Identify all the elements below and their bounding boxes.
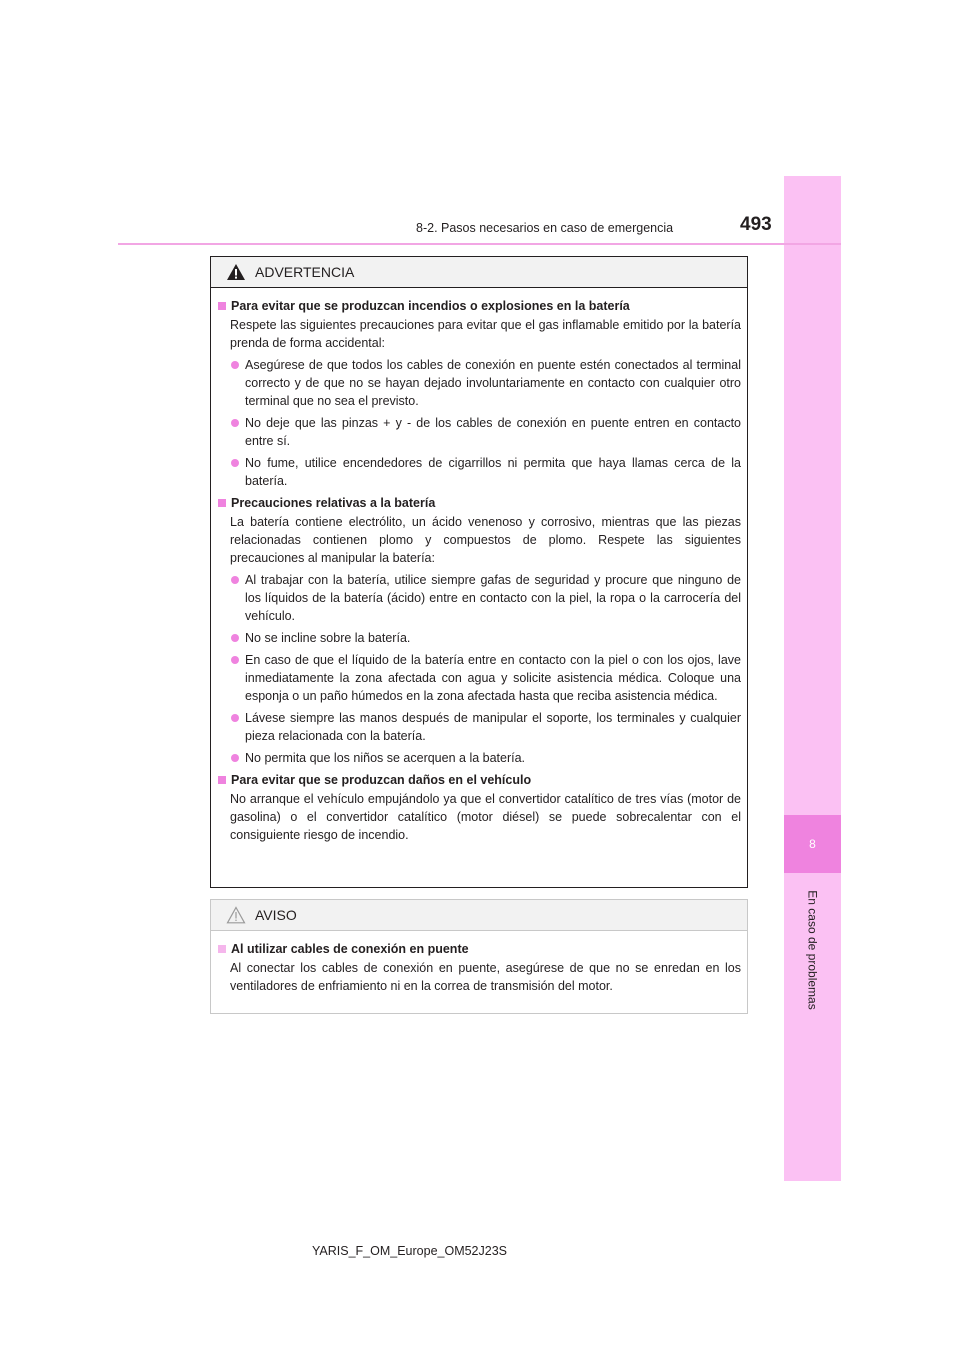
warning-topic-text: No arranque el vehículo empujándolo ya que el convertidor catalítico de tres vías (motor de gasolina) o el convertidor catalítico (motor diésel) se puede sobrecalentar con el consiguiente riesgo de incendio. [230,792,741,842]
square-bullet-icon [218,499,226,507]
document-code: YARIS_F_OM_Europe_OM52J23S [312,1244,508,1258]
list-item: Asegúrese de que todos los cables de conexión en puente estén conectados al terminal correcto y de que no se hayan dejado involuntariamente en contacto con cualquier otro terminal que no sea el previsto. [217,356,741,410]
notice-topic-text: Al conectar los cables de conexión en puente, asegúrese de que no se enredan en los ventiladores de enfriamiento ni en la correa de transmisión del motor. [230,961,741,993]
dot-bullet-icon [231,634,239,642]
square-bullet-icon [218,302,226,310]
list-item: No permita que los niños se acerquen a la batería. [217,749,741,767]
chapter-number: 8 [809,837,816,851]
chapter-number-box [784,815,841,873]
notice-panel-body [211,931,747,995]
warning-topic-heading: Para evitar que se produzcan incendios o explosiones en la batería [217,297,741,315]
notice-panel [210,899,748,1014]
warning-topic-heading: Para evitar que se produzcan daños en el vehículo [217,771,741,789]
square-bullet-icon [218,945,226,953]
side-chapter-tab [784,176,841,1181]
list-item: Al trabajar con la batería, utilice siempre gafas de seguridad y procure que ninguno de los líquidos de la batería (ácido) entre en contacto con la piel, la ropa o la carrocería del vehículo. [217,571,741,625]
caution-triangle-outline-icon [226,906,246,924]
section-title: 8-2. Pasos necesarios en caso de emergencia [416,221,674,235]
chapter-title: En caso de problemas [805,890,820,1010]
warning-title: ADVERTENCIA [255,264,355,280]
dot-bullet-icon [231,419,239,427]
dot-bullet-icon [231,754,239,762]
header-divider [118,243,841,245]
dot-bullet-icon [231,576,239,584]
list-item: No fume, utilice encendedores de cigarrillos ni permita que haya llamas cerca de la batería. [217,454,741,490]
warning-panel-body [211,288,747,844]
list-item: No deje que las pinzas + y - de los cables de conexión en puente entren en contacto entre sí. [217,414,741,450]
notice-panel-header [211,900,747,931]
square-bullet-icon [218,776,226,784]
warning-panel [210,256,748,888]
dot-bullet-icon [231,361,239,369]
warning-topic-text: Respete las siguientes precauciones para evitar que el gas inflamable emitido por la batería prenda de forma accidental: [230,318,741,350]
list-item: En caso de que el líquido de la batería entre en contacto con la piel o con los ojos, lave inmediatamente la zona afectada con agua y solicite asistencia médica. Coloque una esponja o un paño húmedos en la zona afectada hasta que reciba asistencia médica. [217,651,741,705]
dot-bullet-icon [231,656,239,664]
warning-triangle-icon [226,263,246,281]
list-item: Lávese siempre las manos después de manipular el soporte, los terminales y cualquier pieza relacionada con la batería. [217,709,741,745]
notice-topic-heading: Al utilizar cables de conexión en puente [217,940,741,958]
notice-title: AVISO [255,907,297,923]
warning-panel-header [211,257,747,288]
warning-topic-heading: Precauciones relativas a la batería [217,494,741,512]
dot-bullet-icon [231,459,239,467]
warning-topic-text: La batería contiene electrólito, un ácido venenoso y corrosivo, mientras que las piezas relacionadas contienen plomo y compuestos de plomo. Respete las siguientes precauciones al manipular la batería: [230,515,741,565]
list-item: No se incline sobre la batería. [217,629,741,647]
page-number: 493 [740,214,772,235]
chapter-title-vertical [784,880,841,1020]
dot-bullet-icon [231,714,239,722]
